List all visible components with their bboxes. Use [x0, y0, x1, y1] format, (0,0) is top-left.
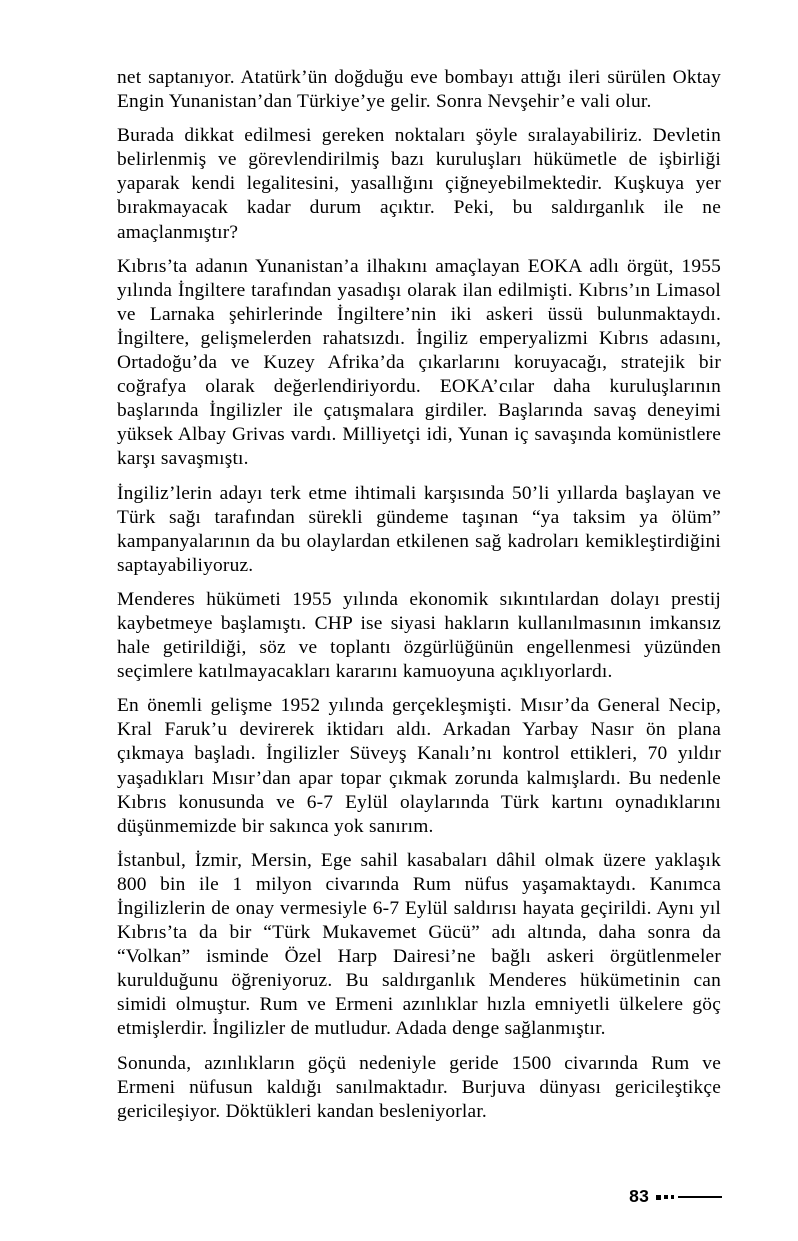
paragraph: İngiliz’lerin adayı terk etme ihtimali karşısında 50’li yıllarda başlayan ve Türk sağı tarafından sürekli gündeme taşınan “ya taksim ya ölüm” kampanyalarının da bu olaylardan etkilenen sağ kadroları kemikleştirdiğini saptayabiliyoruz.	[117, 482, 721, 576]
ornament-dot	[664, 1195, 668, 1199]
paragraph: Sonunda, azınlıkların göçü nedeniyle geride 1500 civarında Rum ve Ermeni nüfusun kaldığı sanılmaktadır. Burjuva dünyası gericileştikçe gericileşiyor. Döktükleri kandan besleniyorlar.	[117, 1052, 721, 1122]
ornament-dot	[671, 1195, 675, 1199]
ornament-square	[656, 1195, 661, 1200]
paragraph: En önemli gelişme 1952 yılında gerçekleşmişti. Mısır’da General Necip, Kral Faruk’u devirerek iktidarı aldı. Arkadan Yarbay Nasır ön plana çıkmaya başladı. İngilizler Süveyş Kanalı’nı kontrol ettikleri, 70 yıldır yaşadıkları Mısır’dan apar topar çıkmak zorunda kalmışlardı. Bu nedenle Kıbrıs konusunda ve 6-7 Eylül olaylarında Türk kartını oynadıklarını düşünmemizde bir sakınca yok sanırım.	[117, 695, 721, 837]
page-number: 83	[629, 1186, 649, 1207]
paragraph: Kıbrıs’ta adanın Yunanistan’a ilhakını amaçlayan EOKA adlı örgüt, 1955 yılında İngiltere tarafından yasadışı olarak ilan edilmişti. Kıbrıs’ın Limasol ve Larnaka şehirlerinde İngiltere’nin iki askeri üssü bulunmaktaydı. İngiltere, gelişmelerden rahatsızdı. İngiliz emperyalizmi Kıbrıs adasını, Ortadoğu’da ve Kuzey Afrika’da çıkarlarını koruyacağı, stratejik bir coğrafya olarak değerlendiriyordu. EOKA’cılar daha kuruluşlarının başlarında İngilizler ile çatışmalara girdiler. Başlarında savaş deneyimi yüksek Albay Grivas vardı. Milliyetçi idi, Yunan iç savaşında komünistlere karşı savaşmıştı.	[117, 255, 721, 470]
paragraph: İstanbul, İzmir, Mersin, Ege sahil kasabaları dâhil olmak üzere yaklaşık 800 bin ile 1 milyon civarında Rum nüfus yaşamaktaydı. Kanımca İngilizlerin de onay vermesiyle 6-7 Eylül saldırısı hayata geçirildi. Aynı yıl Kıbrıs’ta da bir “Türk Mukavemet Gücü” adı altında, daha sonra da “Volkan” isminde Özel Harp Dairesi’ne bağlı askeri örgütlenmeler kurulduğunu öğreniyoruz. Bu saldırganlık Menderes hükümetinin can simidi olmuştur. Rum ve Ermeni azınlıklar hızla emniyetli ülkelere göç etmişlerdir. İngilizler de mutludur. Adada denge sağlanmıştır.	[117, 849, 721, 1040]
ornament-rule	[678, 1196, 722, 1198]
paragraph: Menderes hükümeti 1955 yılında ekonomik sıkıntılardan dolayı prestij kaybetmeye başlamıştı. CHP ise siyasi hakların kullanılmasının imkansız hale getirildiği, söz ve toplantı özgürlüğünün engellenmesi yüzünden seçimlere katılmayacakları kararını kamuoyuna açıklıyorlardı.	[117, 588, 721, 683]
page-footer	[629, 1186, 722, 1208]
text-column	[117, 66, 721, 1124]
footer-ornament-icon	[656, 1192, 722, 1202]
paragraph: Burada dikkat edilmesi gereken noktaları şöyle sıralayabiliriz. Devletin belirlenmiş ve görevlendirilmiş bazı kuruluşları hükümetle de işbirliği yaparak kendi legalitesini, yasallığını çiğneyebilmektedir. Kuşkuya yer bırakmayacak kadar durum açıktır. Peki, bu saldırganlık ile ne amaçlanmıştır?	[117, 125, 721, 243]
paragraph: net saptanıyor. Atatürk’ün doğduğu eve bombayı attığı ileri sürülen Oktay Engin Yunanistan’dan Türkiye’ye gelir. Sonra Nevşehir’e vali olur.	[117, 67, 721, 113]
